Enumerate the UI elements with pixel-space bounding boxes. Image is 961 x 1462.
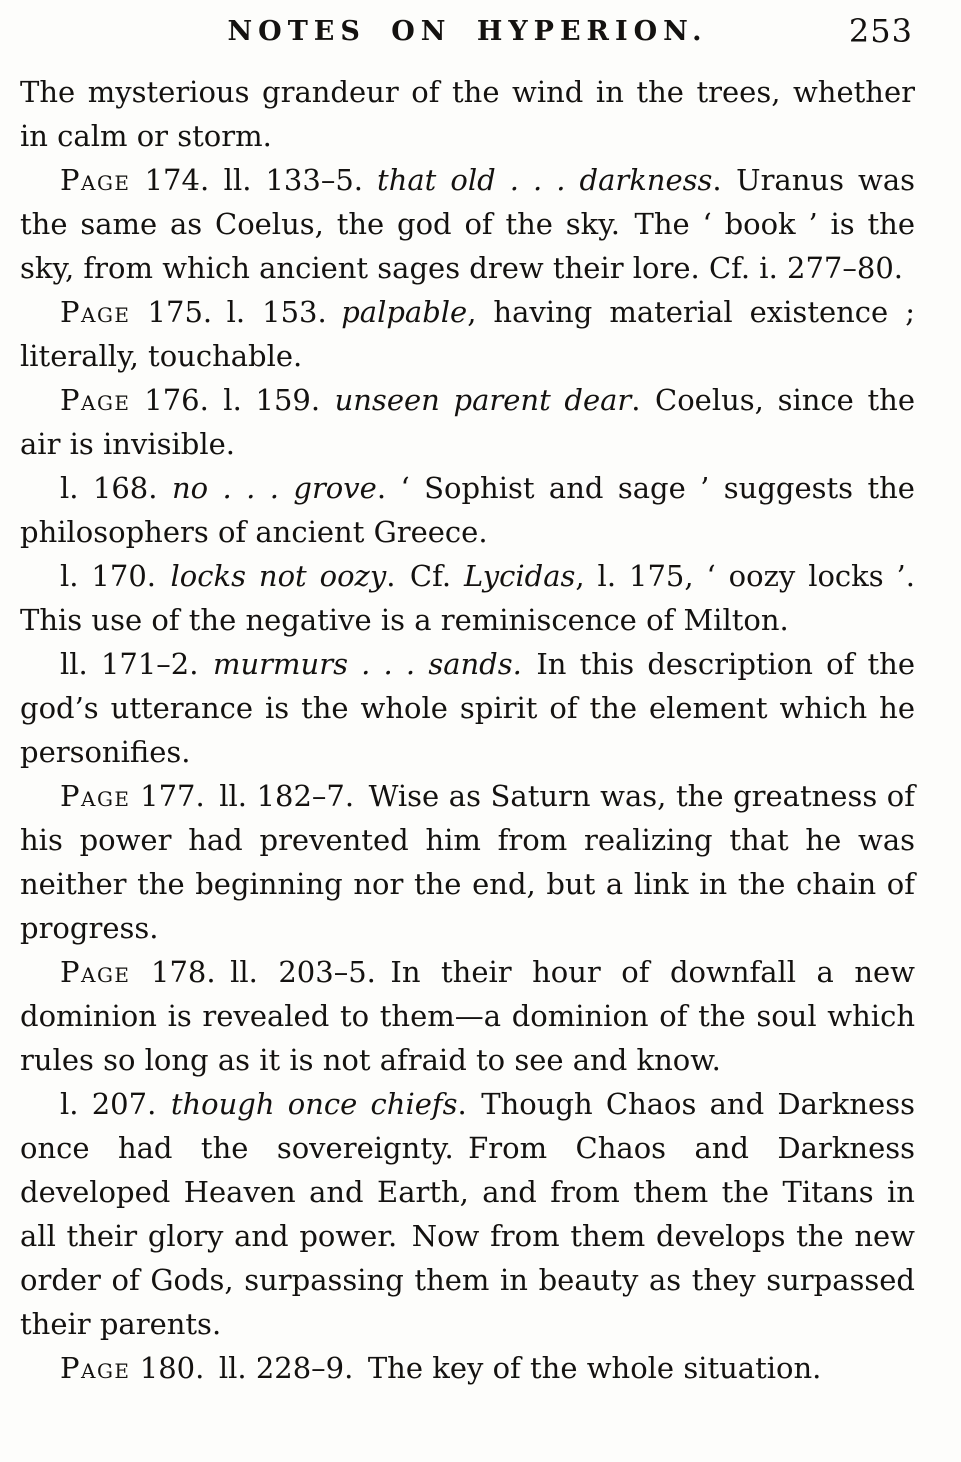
- text-segment: . Though Chaos and Darkness once had the sovereignty. From Chaos and Darkness developed Heaven and Earth, and from them the Titans in all their glory and power. Now from them develops the new order of Gods, surpassing them in beauty as they surpassed their parents.: [20, 1087, 915, 1341]
- text-segment: The mysterious grandeur of the wind in the trees, whether in calm or storm.: [20, 75, 915, 153]
- text-segment: , l. 175, ‘ oozy locks ’. This use of the negative is a reminiscence of Milton.: [20, 559, 915, 637]
- text-segment: 177. ll. 182–7. Wise as Saturn was, the greatness of his power had prevented him from realizing that he was neither the beginning nor the end, but a link in the chain of progress.: [20, 779, 915, 945]
- text-segment: Page: [60, 383, 131, 417]
- text-segment: 180. ll. 228–9. The key of the whole situation.: [130, 1351, 822, 1385]
- paragraph: [20, 642, 915, 774]
- running-title: NOTES ON HYPERION.: [227, 16, 708, 47]
- text-segment: Page: [60, 955, 131, 989]
- text-segment: , having material existence ; literally, touchable.: [20, 295, 915, 373]
- paragraph: [20, 950, 915, 1082]
- text-segment: 174. ll. 133–5.: [130, 163, 378, 197]
- paragraph: [20, 554, 915, 642]
- text-segment: l. 207.: [60, 1087, 171, 1121]
- text-segment: l. 168.: [60, 471, 172, 505]
- text-segment: . Coelus, since the air is invisible.: [20, 383, 915, 461]
- text-segment: unseen parent dear: [334, 383, 632, 417]
- text-segment: . Cf.: [386, 559, 464, 593]
- text-segment: 175. l. 153.: [130, 295, 342, 329]
- paragraph: [20, 1082, 915, 1346]
- notes-body: [20, 70, 915, 1390]
- text-segment: ll. 171–2.: [60, 647, 213, 681]
- text-segment: . ‘ Sophist and sage ’ suggests the philosophers of ancient Greece.: [20, 471, 915, 549]
- page-number: 253: [848, 12, 913, 50]
- text-segment: 176. l. 159.: [130, 383, 335, 417]
- text-segment: Page: [60, 1351, 131, 1385]
- text-segment: though once chiefs: [170, 1087, 458, 1121]
- text-segment: murmurs . . . sands.: [212, 647, 522, 681]
- paragraph: [20, 466, 915, 554]
- paragraph: [20, 70, 915, 158]
- running-head: [20, 12, 915, 70]
- text-segment: no . . . grove: [171, 471, 377, 505]
- paragraph: [20, 158, 915, 290]
- paragraph: [20, 290, 915, 378]
- text-segment: Page: [60, 779, 131, 813]
- text-segment: that old . . . darkness: [377, 163, 713, 197]
- text-segment: Page: [60, 295, 131, 329]
- text-segment: 178. ll. 203–5. In their hour of downfall a new dominion is revealed to them—a dominion of the soul which rules so long as it is not afraid to see and know.: [20, 955, 915, 1077]
- paragraph: [20, 774, 915, 950]
- text-segment: palpable: [341, 295, 468, 329]
- text-segment: Lycidas: [464, 559, 576, 593]
- text-segment: l. 170.: [60, 559, 171, 593]
- text-segment: In this description of the god’s utterance is the whole spirit of the element which he personifies.: [20, 647, 915, 769]
- text-segment: Page: [60, 163, 131, 197]
- text-segment: . Uranus was the same as Coelus, the god of the sky. The ‘ book ’ is the sky, from which ancient sages drew their lore. Cf. i. 277–80.: [20, 163, 915, 285]
- paragraph: [20, 1346, 915, 1390]
- paragraph: [20, 378, 915, 466]
- text-segment: locks not oozy: [170, 559, 387, 593]
